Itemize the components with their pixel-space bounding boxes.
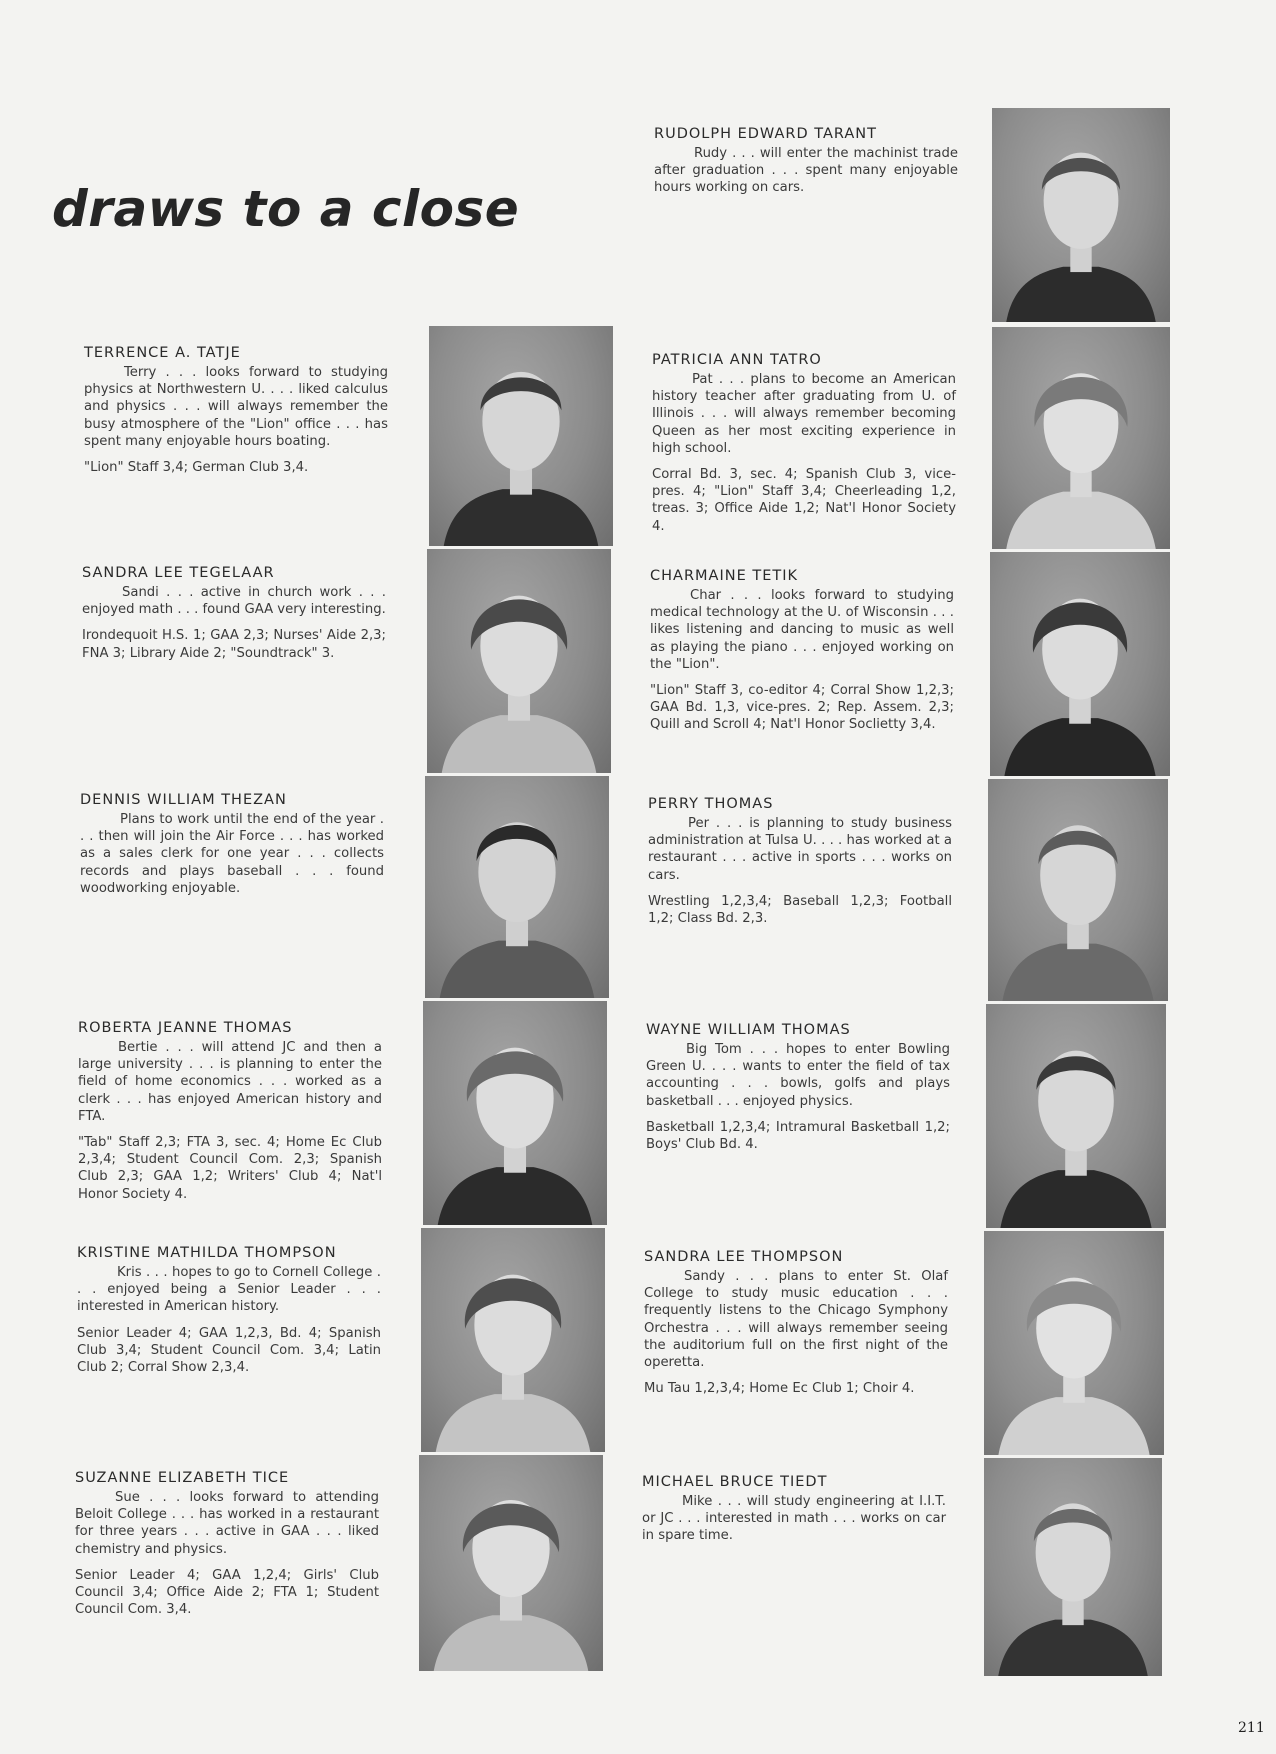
- senior-name: SANDRA LEE THOMPSON: [644, 1249, 844, 1265]
- senior-photo: [429, 326, 613, 546]
- senior-bio: Plans to work until the end of the year . . . then will join the Air Force . . . has worked as a sales clerk for one year . . . collects records and plays baseball . . . found woodworking enjoyable.: [80, 812, 384, 896]
- senior-entry: [82, 565, 386, 662]
- senior-name: MICHAEL BRUCE TIEDT: [642, 1474, 828, 1490]
- senior-name: DENNIS WILLIAM THEZAN: [80, 792, 287, 808]
- senior-photo: [992, 108, 1170, 322]
- senior-name: KRISTINE MATHILDA THOMPSON: [77, 1245, 337, 1261]
- senior-bio: Per . . . is planning to study business administration at Tulsa U. . . . has worked at a restaurant . . . active in sports . . . works on cars.: [648, 816, 952, 883]
- senior-photo: [421, 1228, 605, 1452]
- senior-photo: [419, 1455, 603, 1671]
- senior-name: PERRY THOMAS: [648, 796, 774, 812]
- senior-entry: [650, 568, 954, 734]
- senior-entry: [654, 126, 958, 197]
- senior-activities: Senior Leader 4; GAA 1,2,4; Girls' Club Council 3,4; Office Aide 2; FTA 1; Student Council Com. 3,4.: [75, 1567, 379, 1618]
- senior-entry: [652, 352, 956, 535]
- senior-photo: [984, 1231, 1164, 1455]
- senior-name: TERRENCE A. TATJE: [84, 345, 241, 361]
- senior-entry: [84, 345, 388, 476]
- senior-bio: Sandi . . . active in church work . . . enjoyed math . . . found GAA very interesting.: [82, 585, 386, 618]
- senior-photo: [990, 552, 1170, 776]
- senior-activities: Wrestling 1,2,3,4; Baseball 1,2,3; Football 1,2; Class Bd. 2,3.: [648, 893, 952, 927]
- senior-entry: [642, 1474, 946, 1545]
- senior-photo: [425, 776, 609, 998]
- senior-entry: [75, 1470, 379, 1618]
- senior-activities: Basketball 1,2,3,4; Intramural Basketball 1,2; Boys' Club Bd. 4.: [646, 1119, 950, 1153]
- senior-photo: [992, 327, 1170, 549]
- page-heading: draws to a close: [52, 180, 520, 238]
- senior-name: PATRICIA ANN TATRO: [652, 352, 822, 368]
- senior-name: CHARMAINE TETIK: [650, 568, 799, 584]
- senior-entry: [646, 1022, 950, 1153]
- senior-entry: [78, 1020, 382, 1203]
- senior-photo: [427, 549, 611, 773]
- senior-bio: Mike . . . will study engineering at I.I.T. or JC . . . interested in math . . . works on car in spare time.: [642, 1494, 946, 1544]
- senior-activities: "Lion" Staff 3,4; German Club 3,4.: [84, 460, 309, 476]
- senior-activities: Corral Bd. 3, sec. 4; Spanish Club 3, vice-pres. 4; "Lion" Staff 3,4; Cheerleading 1,2, treas. 3; Office Aide 1,2; Nat'l Honor Society 4.: [652, 467, 956, 534]
- senior-bio: Kris . . . hopes to go to Cornell College . . . enjoyed being a Senior Leader . . . interested in American history.: [77, 1265, 381, 1315]
- senior-activities: Senior Leader 4; GAA 1,2,3, Bd. 4; Spanish Club 3,4; Student Council Com. 3,4; Latin Club 2; Corral Show 2,3,4.: [77, 1325, 381, 1376]
- senior-name: ROBERTA JEANNE THOMAS: [78, 1020, 293, 1036]
- senior-activities: "Tab" Staff 2,3; FTA 3, sec. 4; Home Ec Club 2,3,4; Student Council Com. 2,3; Spanish Club 2,3; GAA 1,2; Writers' Club 4; Nat'l Honor Society 4.: [78, 1135, 382, 1202]
- senior-bio: Pat . . . plans to become an American history teacher after graduating from U. of Illinois . . . will always remember becoming Queen as her most exciting experience in high school.: [652, 372, 956, 456]
- senior-photo: [986, 1004, 1166, 1228]
- senior-bio: Sue . . . looks forward to attending Beloit College . . . has worked in a restaurant for three years . . . active in GAA . . . liked chemistry and physics.: [75, 1490, 379, 1557]
- senior-photo: [423, 1001, 607, 1225]
- senior-bio: Bertie . . . will attend JC and then a large university . . . is planning to enter the field of home economics . . . worked as a clerk . . . has enjoyed American history and FTA.: [78, 1040, 382, 1124]
- senior-bio: Rudy . . . will enter the machinist trade after graduation . . . spent many enjoyable hours working on cars.: [654, 146, 958, 196]
- senior-activities: Mu Tau 1,2,3,4; Home Ec Club 1; Choir 4.: [644, 1381, 915, 1397]
- senior-bio: Big Tom . . . hopes to enter Bowling Green U. . . . wants to enter the field of tax accounting . . . bowls, golfs and plays basketball . . . enjoyed physics.: [646, 1042, 950, 1109]
- senior-name: SANDRA LEE TEGELAAR: [82, 565, 275, 581]
- senior-entry: [80, 792, 384, 897]
- senior-name: RUDOLPH EDWARD TARANT: [654, 126, 878, 142]
- senior-entry: [644, 1249, 948, 1397]
- senior-photo: [984, 1458, 1162, 1676]
- senior-entry: [77, 1245, 381, 1376]
- senior-activities: "Lion" Staff 3, co-editor 4; Corral Show 1,2,3; GAA Bd. 1,3, vice-pres. 2; Rep. Assem. 2,3; Quill and Scroll 4; Nat'l Honor Soclietty 3,4.: [650, 683, 954, 733]
- senior-bio: Sandy . . . plans to enter St. Olaf College to study music education . . . frequently listens to the Chicago Symphony Orchestra . . . will always remember seeing the auditorium full on the first night of the operetta.: [644, 1269, 948, 1371]
- senior-activities: Irondequoit H.S. 1; GAA 2,3; Nurses' Aide 2,3; FNA 3; Library Aide 2; "Soundtrack" 3.: [82, 628, 386, 661]
- senior-bio: Terry . . . looks forward to studying physics at Northwestern U. . . . liked calculus and physics . . . will always remember the busy atmosphere of the "Lion" office . . . has spent many enjoyable hours boating.: [84, 365, 388, 449]
- senior-name: WAYNE WILLIAM THOMAS: [646, 1022, 851, 1038]
- page-number: 211: [1238, 1720, 1265, 1736]
- senior-name: SUZANNE ELIZABETH TICE: [75, 1470, 290, 1486]
- senior-photo: [988, 779, 1168, 1001]
- senior-entry: [648, 796, 952, 927]
- senior-bio: Char . . . looks forward to studying medical technology at the U. of Wisconsin . . . likes listening and dancing to music as well as playing the piano . . . enjoyed working on the "Lion".: [650, 588, 954, 672]
